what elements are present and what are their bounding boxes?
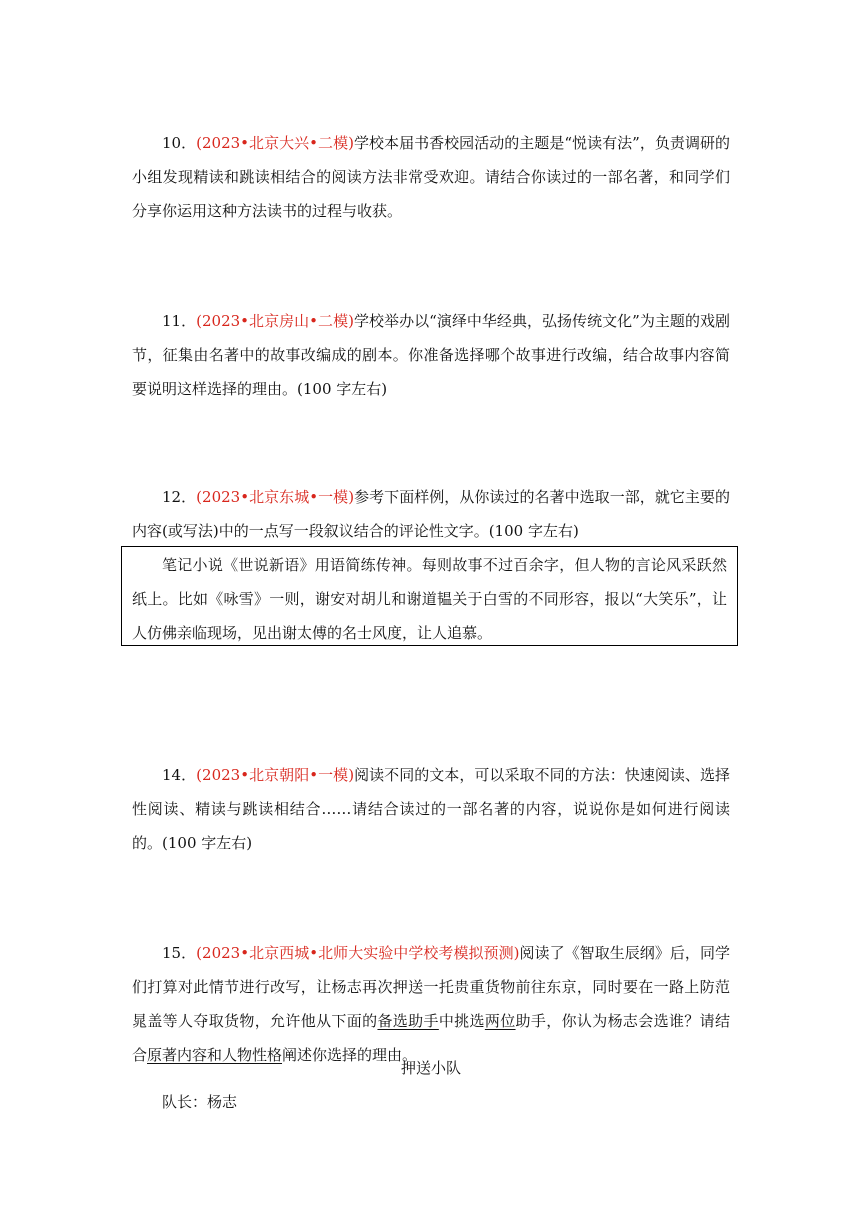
example-text: 笔记小说《世说新语》用语简练传神。每则故事不过百余字，但人物的言论风采跃然纸上。比如《咏雪》一则，谢安对胡儿和谢道韫关于白雪的不同形容，报以“大笑乐”，让人仿佛亲临现场，见出谢太傅的名士风度，让人追慕。 — [132, 556, 727, 642]
question-text-a: 阅读了《智取生辰纲》后，同学们打算对此情节进行改写，让杨志再次押送一托贵重货物前往东京，同时要在一路上防范晁盖等人夺取货物，允许他从下面的 — [132, 944, 730, 1030]
question-10 — [132, 126, 730, 228]
question-number: 15． — [162, 944, 197, 962]
question-text-c: 助手，你认为杨志会选谁？请结合 — [132, 1012, 730, 1064]
example-box — [121, 546, 738, 646]
question-number: 11． — [162, 312, 197, 330]
question-source: (2023•北京大兴•二模) — [196, 134, 354, 152]
team-leader: 队长：杨志 — [162, 1093, 238, 1111]
question-number: 14． — [162, 766, 197, 784]
underlined-original-content: 原著内容和人物性格 — [147, 1046, 283, 1064]
question-text: 阅读不同的文本，可以采取不同的方法：快速阅读、选择性阅读、精读与跳读相结合……请结合读过的一部名著的内容，说说你是如何进行阅读的。(100 字左右) — [132, 766, 730, 852]
question-text: 参考下面样例，从你读过的名著中选取一部，就它主要的内容(或写法)中的一点写一段叙议结合的评论性文字。(100 字左右) — [132, 488, 730, 540]
question-11 — [132, 304, 730, 406]
question-text: 学校举办以“演绎中华经典，弘扬传统文化”为主题的戏剧节，征集由名著中的故事改编成的剧本。你准备选择哪个故事进行改编，结合故事内容简要说明这样选择的理由。(100 字左右) — [132, 312, 731, 398]
underlined-two: 两位 — [484, 1012, 516, 1030]
question-text-b: 中挑选 — [438, 1012, 485, 1030]
underlined-backup-helpers: 备选助手 — [377, 1012, 439, 1030]
question-14 — [132, 758, 730, 860]
question-number: 10． — [162, 134, 197, 152]
question-number: 12． — [162, 488, 197, 506]
question-12 — [132, 480, 730, 548]
team-title: 押送小队 — [400, 1059, 461, 1077]
question-source: (2023•北京房山•二模) — [196, 312, 354, 330]
question-source: (2023•北京西城•北师大实验中学校考模拟预测) — [196, 944, 520, 962]
question-source: (2023•北京朝阳•一模) — [196, 766, 355, 784]
question-text-d: 阐述你选择的理由。 — [282, 1046, 418, 1064]
question-15 — [132, 936, 730, 1072]
question-text: 学校本届书香校园活动的主题是“悦读有法”，负责调研的小组发现精读和跳读相结合的阅读方法非常受欢迎。请结合你读过的一部名著，和同学们分享你运用这种方法读书的过程与收获。 — [132, 134, 731, 220]
question-source: (2023•北京东城•一模) — [196, 488, 355, 506]
